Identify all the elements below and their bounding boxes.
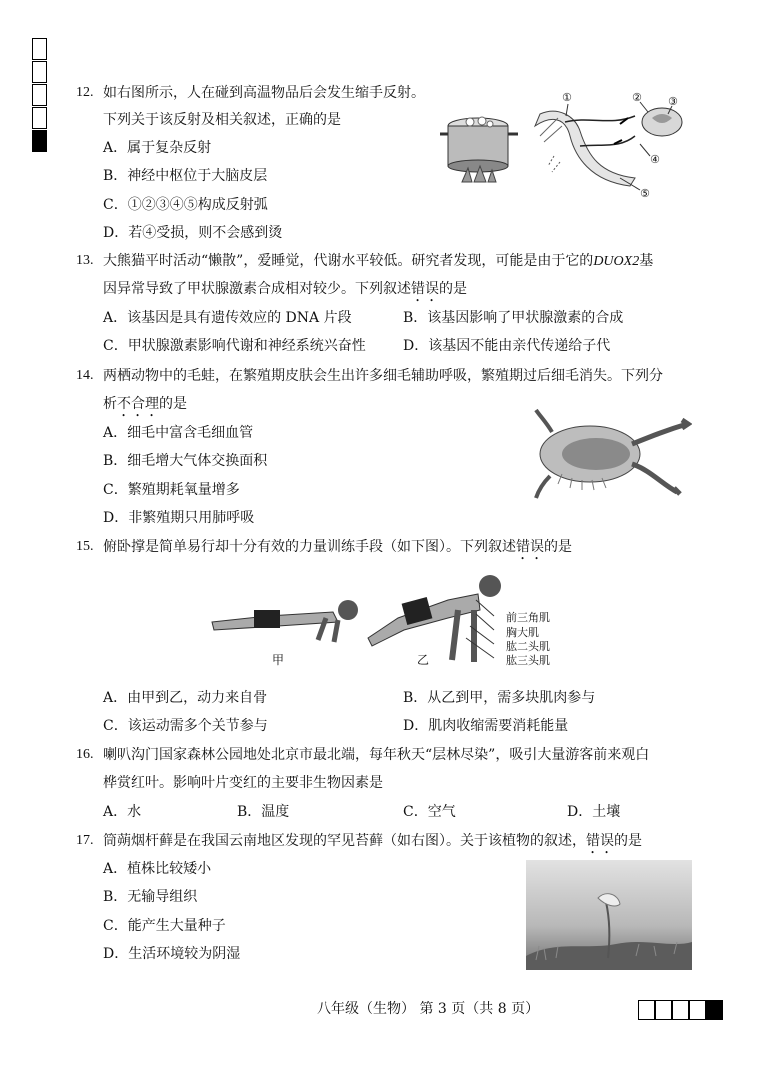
hairy-frog-figure [532,404,692,504]
reflex-label-3: ③ [668,95,678,108]
q15-option-b: B．从乙到甲，需多块肌肉参与 [403,690,596,706]
reflex-label-2: ② [632,91,642,104]
q17-option-a: A．植株比较矮小 [103,861,212,877]
q14-option-b: B．细毛增大气体交换面积 [103,453,268,469]
q17-stem-text: 的是 [614,833,642,849]
q13-option-c: C．甲状腺激素影响代谢和神经系统兴奋性 [103,338,366,354]
margin-box [32,84,47,106]
q14-number: 14. [76,368,94,383]
q12-option-c: C．①②③④⑤构成反射弧 [103,197,268,213]
q13-stem-text: 大熊猫平时活动“懒散”，爱睡觉，代谢水平较低。研究者发现，可能是由于它的 [103,253,594,269]
q12-option-b: B．神经中枢位于大脑皮层 [103,168,268,184]
footer-box [689,1000,706,1020]
pushup-figure [208,570,508,670]
q12-number: 12. [76,85,94,100]
q14-option-a: A．细毛中富含毛细血管 [103,425,254,441]
q16-option-c: C．空气 [403,804,456,820]
q17-option-b: B．无输导组织 [103,889,198,905]
footer-box [672,1000,689,1020]
q16-number: 16. [76,747,94,762]
reflex-label-4: ④ [650,153,660,166]
q15-option-c: C．该运动需多个关节参与 [103,718,268,734]
footer-box [655,1000,672,1020]
margin-box-filled [32,130,47,152]
q17-emphasis: 错误 [586,833,614,849]
q15-stem [103,538,572,563]
q14-option-c: C．繁殖期耗氧量增多 [103,482,240,498]
q13-option-b: B．该基因影响了甲状腺激素的合成 [403,310,624,326]
footer-box-filled [706,1000,723,1020]
q14-stem-line1: 两栖动物中的毛蛙，在繁殖期皮肤会生出许多细毛辅助呼吸，繁殖期过后细毛消失。下列分 [103,368,663,384]
margin-box [32,38,47,60]
q13-stem-line2 [103,280,467,305]
q13-stem-text: 的是 [439,281,467,297]
q13-gene-name: DUOX2 [593,254,640,269]
q17-number: 17. [76,833,94,848]
muscle-label-biceps: 肱二头肌 [506,640,550,653]
q14-stem-text: 析 [103,396,117,412]
pushup-label-a: 甲 [272,653,285,667]
q17-option-d: D．生活环境较为阴湿 [103,946,241,962]
q14-option-d: D．非繁殖期只用肺呼吸 [103,510,255,526]
q16-stem-line2: 桦赏红叶。影响叶片变红的主要非生物因素是 [103,775,383,791]
footer-box [638,1000,655,1020]
q14-stem-text: 的是 [159,396,187,412]
pushup-label-b: 乙 [417,653,430,667]
q14-stem-line2 [103,395,187,420]
reflex-arc-figure [440,86,700,206]
q12-stem-line1: 如右图所示，人在碰到高温物品后会发生缩手反射。 [103,85,425,101]
reflex-label-5: ⑤ [640,187,650,200]
q15-option-a: A．由甲到乙，动力来自骨 [103,690,268,706]
muscle-label-pectoralis: 胸大肌 [506,626,539,639]
q13-option-a: A．该基因是具有遗传效应的 DNA 片段 [103,310,352,326]
muscle-label-deltoid: 前三角肌 [506,611,550,624]
q16-stem-line1: 喇叭沟门国家森林公园地处北京市最北端，每年秋天“层林尽染”，吸引大量游客前来观白 [103,747,650,763]
q13-stem-text: 因异常导致了甲状腺激素合成相对较少。下列叙述 [103,281,411,297]
margin-box [32,107,47,129]
q14-emphasis: 不合理 [117,396,159,412]
q15-number: 15. [76,539,94,554]
q15-stem-text: 俯卧撑是简单易行却十分有效的力量训练手段（如下图）。下列叙述 [103,539,516,555]
margin-box [32,61,47,83]
muscle-label-triceps: 肱三头肌 [506,654,550,667]
page-footer: 八年级（生物） 第 3 页（共 8 页） [317,1001,540,1017]
q13-stem-text: 基 [639,253,654,269]
q15-emphasis: 错误 [516,539,544,555]
q15-option-d: D．肌肉收缩需要消耗能量 [403,718,569,734]
q17-stem [103,832,642,857]
q15-stem-text: 的是 [544,539,572,555]
q17-stem-text: 筒蒴烟杆藓是在我国云南地区发现的罕见苔藓（如右图）。关于该植物的叙述， [103,833,586,849]
q13-emphasis: 错误 [411,281,439,297]
q12-option-d: D．若④受损，则不会感到烫 [103,225,283,241]
q16-option-a: A．水 [103,804,142,820]
q13-number: 13. [76,253,94,268]
q12-option-a: A．属于复杂反射 [103,140,212,156]
q13-option-d: D．该基因不能由亲代传递给子代 [403,338,611,354]
q13-stem-line1 [103,252,653,271]
moss-photo [526,860,692,970]
q12-stem-line2: 下列关于该反射及相关叙述，正确的是 [103,112,341,128]
q17-option-c: C．能产生大量种子 [103,918,226,934]
q16-option-d: D．土壤 [567,804,621,820]
reflex-label-1: ① [562,91,572,104]
q16-option-b: B．温度 [237,804,290,820]
